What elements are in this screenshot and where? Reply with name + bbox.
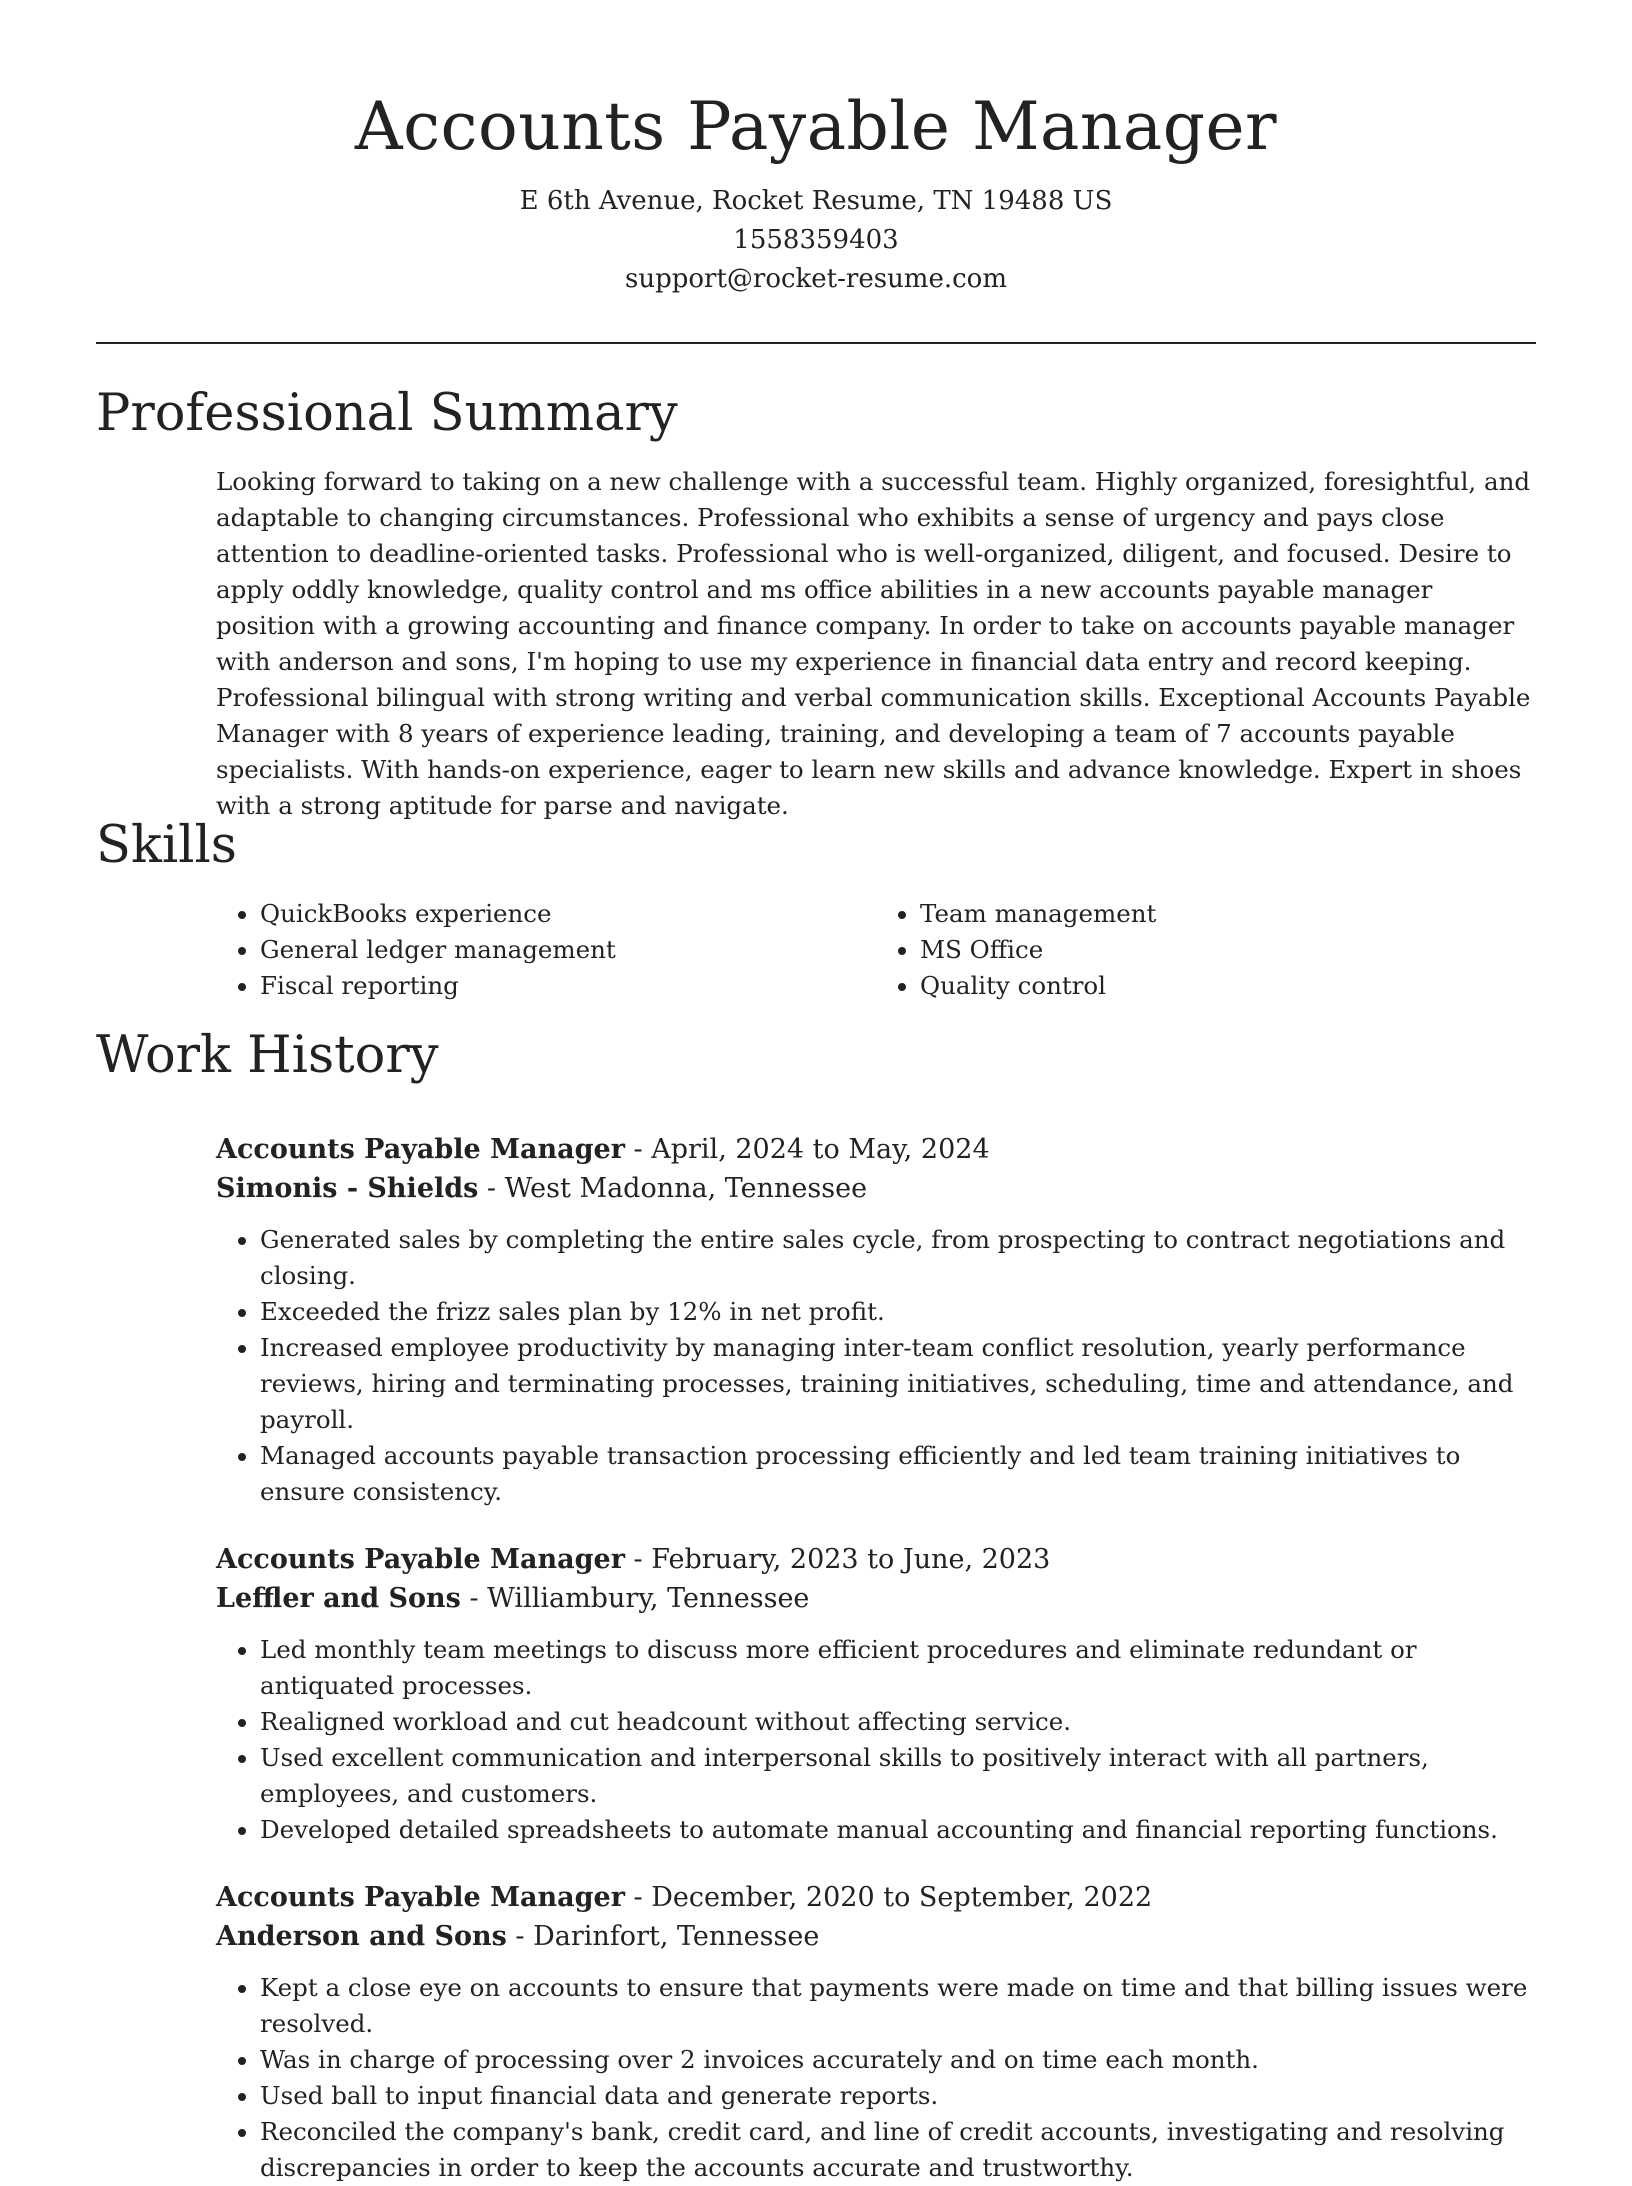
resume-header	[0, 0, 1632, 299]
job-position: Accounts Payable Manager	[216, 1544, 625, 1575]
skills-grid	[216, 896, 1536, 1004]
summary-text: Looking forward to taking on a new challenge with a successful team. Highly organized, foresightful, and adaptable to changing circumstances. Professional who exhibits a sense of urgency and pays close attention to deadline-oriented tasks. Professional who is well-organized, diligent, and focused. Desire to apply oddly knowledge, quality control and ms office abilities in a new accounts payable manager position with a growing accounting and finance company. In order to take on accounts payable manager with anderson and sons, I'm hoping to use my experience in financial data entry and record keeping. Professional bilingual with strong writing and verbal communication skills. Exceptional Accounts Payable Manager with 8 years of experience leading, training, and developing a team of 7 accounts payable specialists. With hands-on experience, eager to learn new skills and advance knowledge. Expert in shoes with a strong aptitude for parse and navigate.	[216, 467, 1531, 820]
job-bullet: • Led monthly team meetings to discuss more efficient procedures and eliminate redundant or antiquated processes.	[260, 1632, 1536, 1704]
job-bullet: • Used ball to input financial data and generate reports.	[260, 2078, 1536, 2114]
job-separator: -	[624, 1134, 652, 1165]
job-bullets	[216, 1632, 1536, 1848]
contact-phone: 1558359403	[733, 225, 899, 255]
skill-item: • QuickBooks experience	[260, 896, 876, 932]
job-separator: -	[624, 1882, 652, 1913]
job-position: Accounts Payable Manager	[216, 1882, 625, 1913]
job-company-line	[216, 1917, 1536, 1956]
summary-heading: Professional Summary	[96, 384, 678, 443]
skills-column-right	[876, 896, 1536, 1004]
job-separator: -	[624, 1544, 652, 1575]
contact-address: E 6th Avenue, Rocket Resume, TN 19488 US	[519, 186, 1113, 216]
job-title-line	[216, 1878, 1536, 1917]
skill-item: • General ledger management	[260, 932, 876, 968]
skills-heading: Skills	[96, 816, 237, 875]
contact-email: support@rocket-resume.com	[624, 264, 1007, 294]
job-company-line	[216, 1579, 1536, 1618]
job-location: Darinfort, Tennessee	[533, 1921, 820, 1952]
job-entry	[216, 1540, 1536, 1848]
job-entry	[216, 1130, 1536, 1510]
skill-item: • Team management	[920, 896, 1536, 932]
job-separator: -	[506, 1921, 534, 1952]
job-position: Accounts Payable Manager	[216, 1134, 625, 1165]
job-bullet: • Exceeded the frizz sales plan by 12% in net profit.	[260, 1294, 1536, 1330]
job-company: Anderson and Sons	[216, 1921, 507, 1952]
job-bullet: • Was in charge of processing over 2 invoices accurately and on time each month.	[260, 2042, 1536, 2078]
work-history-heading: Work History	[96, 1026, 439, 1085]
job-bullet: • Used excellent communication and interpersonal skills to positively interact with all partners, employees, and customers.	[260, 1740, 1536, 1812]
job-location: West Madonna, Tennessee	[504, 1173, 868, 1204]
job-company: Simonis - Shields	[216, 1173, 479, 1204]
skills-section	[96, 816, 1536, 1004]
job-entry	[216, 1878, 1536, 2186]
job-separator: -	[460, 1583, 488, 1614]
job-location: Williambury, Tennessee	[487, 1583, 810, 1614]
skill-item: • MS Office	[920, 932, 1536, 968]
summary-section	[96, 384, 1536, 824]
skill-item: • Quality control	[920, 968, 1536, 1004]
work-history-section	[96, 1026, 1536, 2186]
job-bullets	[216, 1970, 1536, 2186]
job-dates: April, 2024 to May, 2024	[651, 1134, 990, 1165]
job-bullet: • Generated sales by completing the entire sales cycle, from prospecting to contract negotiations and closing.	[260, 1222, 1536, 1294]
job-title-line	[216, 1540, 1536, 1579]
job-title-line	[216, 1130, 1536, 1169]
job-dates: December, 2020 to September, 2022	[651, 1882, 1153, 1913]
skill-item: • Fiscal reporting	[260, 968, 876, 1004]
job-dates: February, 2023 to June, 2023	[651, 1544, 1051, 1575]
job-bullet: • Realigned workload and cut headcount without affecting service.	[260, 1704, 1536, 1740]
job-bullet: • Kept a close eye on accounts to ensure that payments were made on time and that billing issues were resolved.	[260, 1970, 1536, 2042]
job-separator: -	[478, 1173, 505, 1204]
job-bullets	[216, 1222, 1536, 1510]
job-bullet: • Reconciled the company's bank, credit card, and line of credit accounts, investigating and resolving discrepancies in order to keep the accounts accurate and trustworthy.	[260, 2114, 1536, 2186]
skills-column-left	[216, 896, 876, 1004]
job-bullet: • Increased employee productivity by managing inter-team conflict resolution, yearly performance reviews, hiring and terminating processes, training initiatives, scheduling, time and attendance, and payroll.	[260, 1330, 1536, 1438]
header-divider	[96, 342, 1536, 344]
candidate-name: Accounts Payable Manager	[354, 88, 1278, 165]
job-company-line	[216, 1169, 1536, 1208]
job-bullet: • Developed detailed spreadsheets to automate manual accounting and financial reporting functions.	[260, 1812, 1536, 1848]
job-bullet: • Managed accounts payable transaction processing efficiently and led team training initiatives to ensure consistency.	[260, 1438, 1536, 1510]
job-company: Leffler and Sons	[216, 1583, 461, 1614]
